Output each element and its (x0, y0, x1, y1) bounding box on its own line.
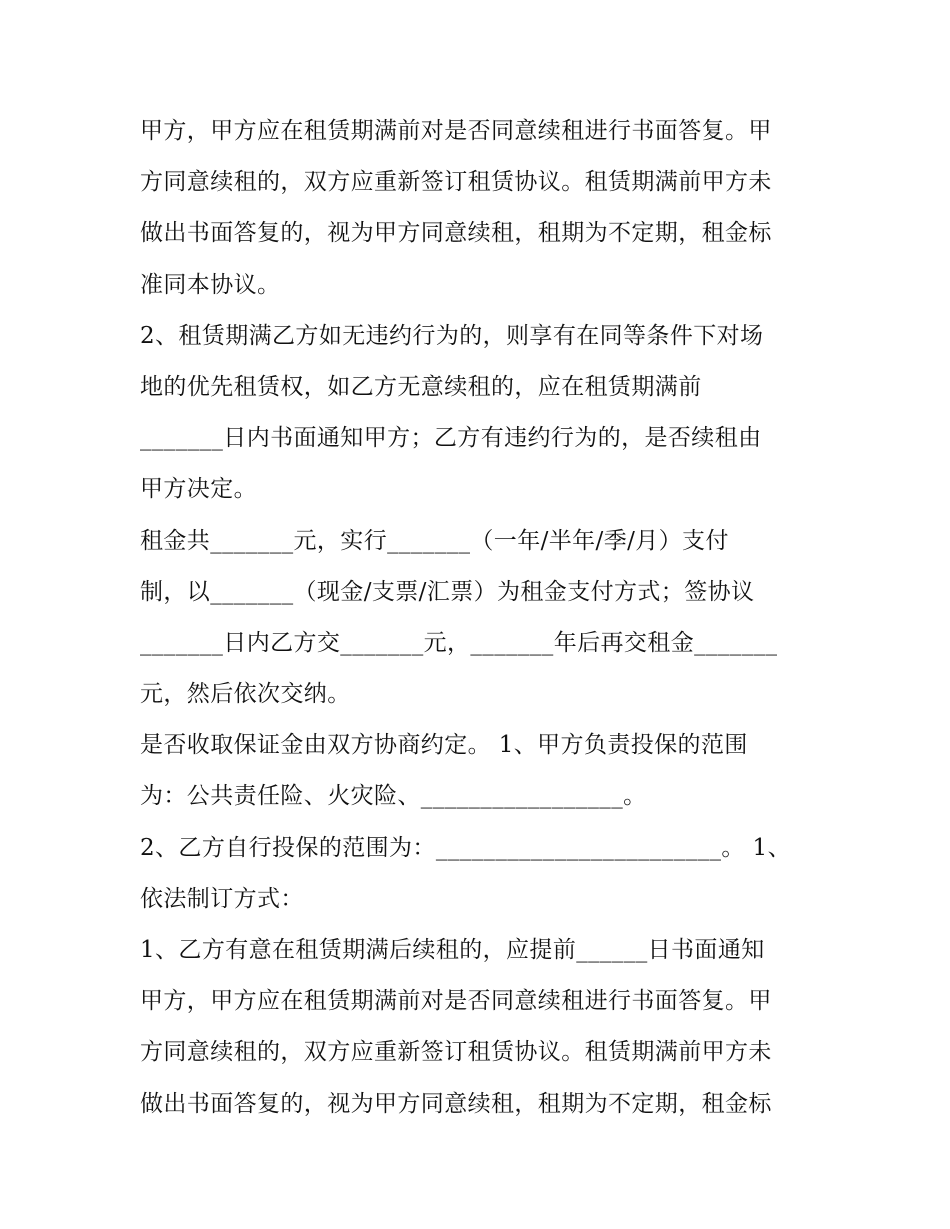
text-line: 1、乙方有意在租赁期满后续租的，应提前______日书面通知 (140, 937, 765, 963)
text-line: 做出书面答复的，视为甲方同意续租，租期为不定期，租金标 (140, 1090, 772, 1117)
text-line: 甲方决定。 (140, 476, 257, 503)
text-line: 制，以_______（现金/支票/汇票）为租金支付方式；签协议 (140, 578, 755, 605)
text-line: 准同本协议。 (140, 271, 281, 298)
text-line: 为：公共责任险、火灾险、_________________。 (140, 783, 647, 810)
text-line: 2、乙方自行投保的范围为：________________________。 1、 (140, 834, 791, 861)
text-line: 方同意续租的，双方应重新签订租赁协议。租赁期满前甲方未 (140, 1039, 772, 1066)
text-line: 是否收取保证金由双方协商约定。 1、甲方负责投保的范围 (140, 732, 748, 759)
text-line: _______日内书面通知甲方；乙方有违约行为的，是否续租由 (140, 425, 762, 452)
text-line: 地的优先租赁权，如乙方无意续租的，应在租赁期满前 (140, 373, 702, 400)
text-line: 依法制订方式： (140, 885, 304, 912)
text-line: 方同意续租的，双方应重新签订租赁协议。租赁期满前甲方未 (140, 169, 772, 196)
text-line: 元，然后依次交纳。 (140, 681, 351, 708)
text-line: 2、租赁期满乙方如无违约行为的，则享有在同等条件下对场 (140, 322, 764, 349)
text-line: _______日内乙方交_______元，_______年后再交租金_______ (140, 629, 778, 656)
text-line: 做出书面答复的，视为甲方同意续租，租期为不定期，租金标 (140, 220, 772, 247)
text-line: 甲方，甲方应在租赁期满前对是否同意续租进行书面答复。甲 (140, 118, 772, 144)
document-body (140, 106, 820, 1130)
text-line: 甲方，甲方应在租赁期满前对是否同意续租进行书面答复。甲 (140, 988, 772, 1015)
text-line: 租金共_______元，实行_______（一年/半年/季/月）支付 (140, 527, 729, 554)
